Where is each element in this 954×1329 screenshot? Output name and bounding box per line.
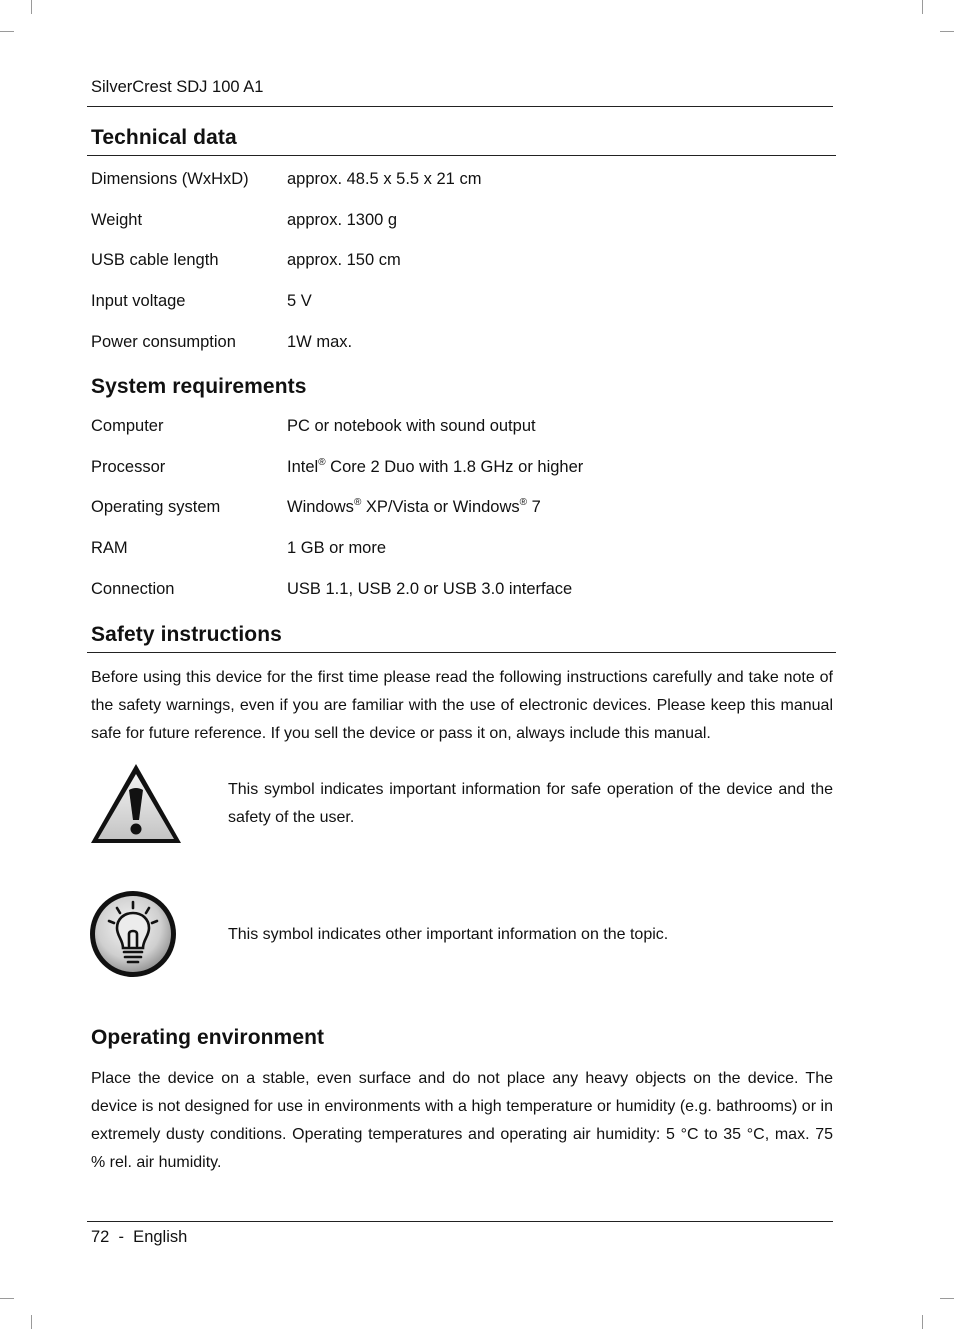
- spec-row-input-voltage: [91, 292, 833, 314]
- crop-mark: [31, 1315, 32, 1329]
- technical-data-heading: Technical data: [91, 126, 237, 149]
- crop-mark: [31, 0, 32, 14]
- safety-intro-paragraph: Before using this device for the first time please read the following instructions carefully and take note of the safety warnings, even if you are familiar with the use of electronic devices. Please keep this manual safe for future reference. If you sell the device or pass it on, always include this manual.: [91, 669, 833, 742]
- footer-rule: [87, 1221, 833, 1222]
- warning-triangle-icon: [89, 762, 183, 845]
- req-value: [287, 498, 541, 517]
- req-label: RAM: [91, 539, 128, 557]
- req-value-part: Core 2 Duo with 1.8 GHz or higher: [325, 458, 584, 476]
- spec-label: Weight: [91, 211, 143, 229]
- crop-mark: [922, 0, 923, 14]
- section-rule: [87, 652, 836, 653]
- spec-label: Dimensions (WxHxD): [91, 170, 249, 188]
- req-label: Connection: [91, 580, 175, 598]
- req-value-part: Windows: [287, 498, 354, 516]
- crop-mark: [940, 1298, 954, 1299]
- spec-value: 1W max.: [287, 333, 353, 351]
- req-row-ram: [91, 539, 833, 561]
- warning-symbol-text: This symbol indicates important information for safe operation of the device and the safety of the user.: [228, 781, 833, 826]
- registered-mark: ®: [519, 497, 528, 508]
- registered-mark: ®: [353, 497, 362, 508]
- page-footer: 72 - English: [91, 1228, 188, 1246]
- info-symbol-text: This symbol indicates other important information on the topic.: [228, 926, 669, 943]
- req-value-part: 7: [527, 498, 541, 516]
- req-row-processor: [91, 458, 833, 480]
- crop-mark: [0, 1298, 14, 1299]
- spec-label: USB cable length: [91, 251, 219, 269]
- req-value: [287, 458, 583, 477]
- req-row-computer: [91, 417, 833, 439]
- safety-instructions-heading: Safety instructions: [91, 623, 282, 646]
- req-label: Operating system: [91, 498, 221, 516]
- system-requirements-heading: System requirements: [91, 375, 307, 398]
- spec-label: Power consumption: [91, 333, 236, 351]
- req-label: Processor: [91, 458, 166, 476]
- req-value-part: Intel: [287, 458, 319, 476]
- running-header: SilverCrest SDJ 100 A1: [91, 78, 264, 96]
- spec-value: 5 V: [287, 292, 312, 310]
- req-value: PC or notebook with sound output: [287, 417, 536, 435]
- spec-row-weight: [91, 211, 833, 233]
- spec-value: approx. 1300 g: [287, 211, 398, 229]
- spec-value: approx. 48.5 x 5.5 x 21 cm: [287, 170, 482, 188]
- spec-row-power: [91, 333, 833, 355]
- spec-label: Input voltage: [91, 292, 186, 310]
- spec-row-dimensions: [91, 170, 833, 192]
- req-row-connection: [91, 580, 833, 602]
- light-bulb-icon: [89, 890, 177, 978]
- req-row-os: [91, 498, 833, 520]
- req-value-part: XP/Vista or Windows: [361, 498, 520, 516]
- crop-mark: [922, 1315, 923, 1329]
- section-rule: [87, 155, 836, 156]
- spec-row-usb-cable: [91, 251, 833, 273]
- spec-value: approx. 150 cm: [287, 251, 401, 269]
- req-label: Computer: [91, 417, 164, 435]
- header-rule: [87, 106, 833, 107]
- req-value: 1 GB or more: [287, 539, 387, 557]
- operating-environment-heading: Operating environment: [91, 1026, 325, 1049]
- crop-mark: [940, 31, 954, 32]
- req-value: USB 1.1, USB 2.0 or USB 3.0 interface: [287, 580, 573, 598]
- registered-mark: ®: [318, 457, 326, 468]
- operating-environment-paragraph: Place the device on a stable, even surface and do not place any heavy objects on the device. The device is not designed for use in environments with a high temperature or humidity (e.g. bathrooms) or in extremely dusty conditions. Operating temperatures and operating air humidity: 5 °C to 35 °C, max. 75 % rel. air humidity.: [91, 1070, 833, 1171]
- crop-mark: [0, 31, 14, 32]
